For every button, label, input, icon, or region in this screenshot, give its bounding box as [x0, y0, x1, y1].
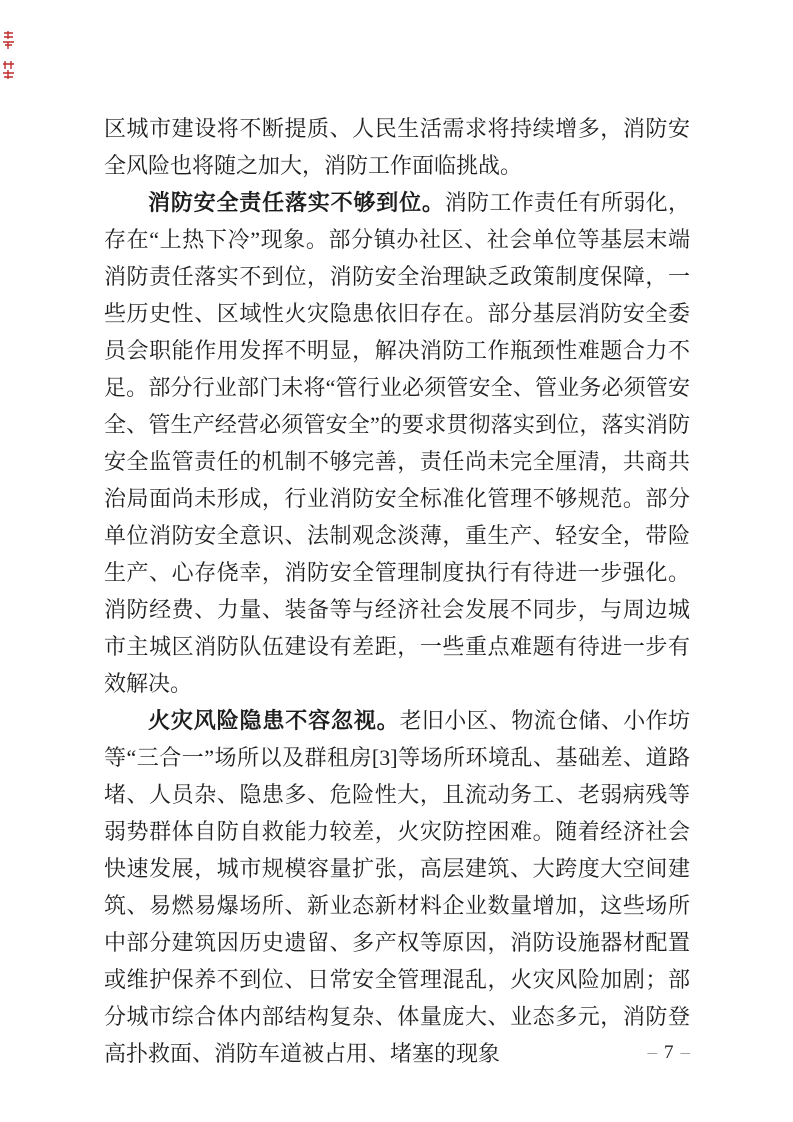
document-body	[104, 110, 690, 1072]
body-paragraph	[104, 702, 690, 1072]
page-number-value: 7	[664, 1042, 674, 1063]
paragraph-lead-bold: 消防安全责任落实不够到位。	[148, 190, 445, 215]
body-paragraph	[104, 110, 690, 184]
page-number	[641, 1042, 698, 1064]
page-number-dash: –	[647, 1042, 657, 1063]
body-paragraph	[104, 184, 690, 702]
paragraph-text: 区城市建设将不断提质、人民生活需求将持续增多，消防安全风险也将随之加大，消防工作面临挑战。	[104, 116, 690, 178]
paragraph-text: 老旧小区、物流仓储、小作坊等“三合一”场所以及群租房[3]等场所环境乱、基础差、道路堵、人员杂、隐患多、危险性大，且流动务工、老弱病残等弱势群体自防自救能力较差，火灾防控困难。随着经济社会快速发展，城市规模容量扩张，高层建筑、大跨度大空间建筑、易燃易爆场所、新业态新材料企业数量增加，这些场所中部分建筑因历史遗留、多产权等原因，消防设施器材配置或维护保养不到位、日常安全管理混乱，火灾风险加剧；部分城市综合体内部结构复杂、体量庞大、业态多元，消防登高扑救面、消防车道被占用、堵塞的现象	[104, 708, 690, 1066]
page-number-dash: –	[680, 1042, 690, 1063]
red-stamp-fragment-icon	[2, 30, 18, 50]
paragraph-lead-bold: 火灾风险隐患不容忽视。	[148, 708, 400, 733]
paragraph-text: 消防工作责任有所弱化，存在“上热下冷”现象。部分镇办社区、社会单位等基层末端消防责任落实不到位，消防安全治理缺乏政策制度保障，一些历史性、区域性火灾隐患依旧存在。部分基层消防安全委员会职能作用发挥不明显，解决消防工作瓶颈性难题合力不足。部分行业部门未将“管行业必须管安全、管业务必须管安全、管生产经营必须管安全”的要求贯彻落实到位，落实消防安全监管责任的机制不够完善，责任尚未完全厘清，共商共治局面尚未形成，行业消防安全标准化管理不够规范。部分单位消防安全意识、法制观念淡薄，重生产、轻安全，带险生产、心存侥幸，消防安全管理制度执行有待进一步强化。消防经费、力量、装备等与经济社会发展不同步，与周边城市主城区消防队伍建设有差距，一些重点难题有待进一步有效解决。	[104, 190, 690, 696]
red-stamp-fragment-icon	[2, 60, 18, 80]
